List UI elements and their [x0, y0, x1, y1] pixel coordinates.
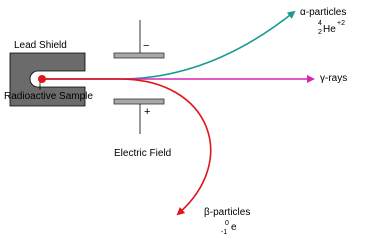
gamma-label: γ-rays [320, 73, 348, 84]
lead-shield-label: Lead Shield [14, 40, 67, 51]
positive-plate [114, 99, 164, 104]
beta-label: β-particles [204, 207, 251, 218]
alpha-atomic-number: 2 [318, 29, 322, 36]
alpha-label: α-particles [300, 7, 347, 18]
electric-field-label: Electric Field [114, 148, 172, 159]
beta-element: e [231, 222, 237, 233]
alpha-charge: +2 [337, 20, 345, 27]
beta-mass-number: 0 [225, 220, 229, 227]
radioactive-sample [38, 75, 46, 83]
radioactive-sample-label: Radioactive Sample [4, 91, 93, 102]
alpha-mass-number: 4 [318, 20, 322, 27]
beta-atomic-number: -1 [221, 229, 228, 236]
positive-sign: + [144, 106, 151, 118]
negative-sign: − [143, 40, 150, 52]
alpha-element: He [323, 24, 336, 35]
negative-plate [114, 53, 164, 58]
